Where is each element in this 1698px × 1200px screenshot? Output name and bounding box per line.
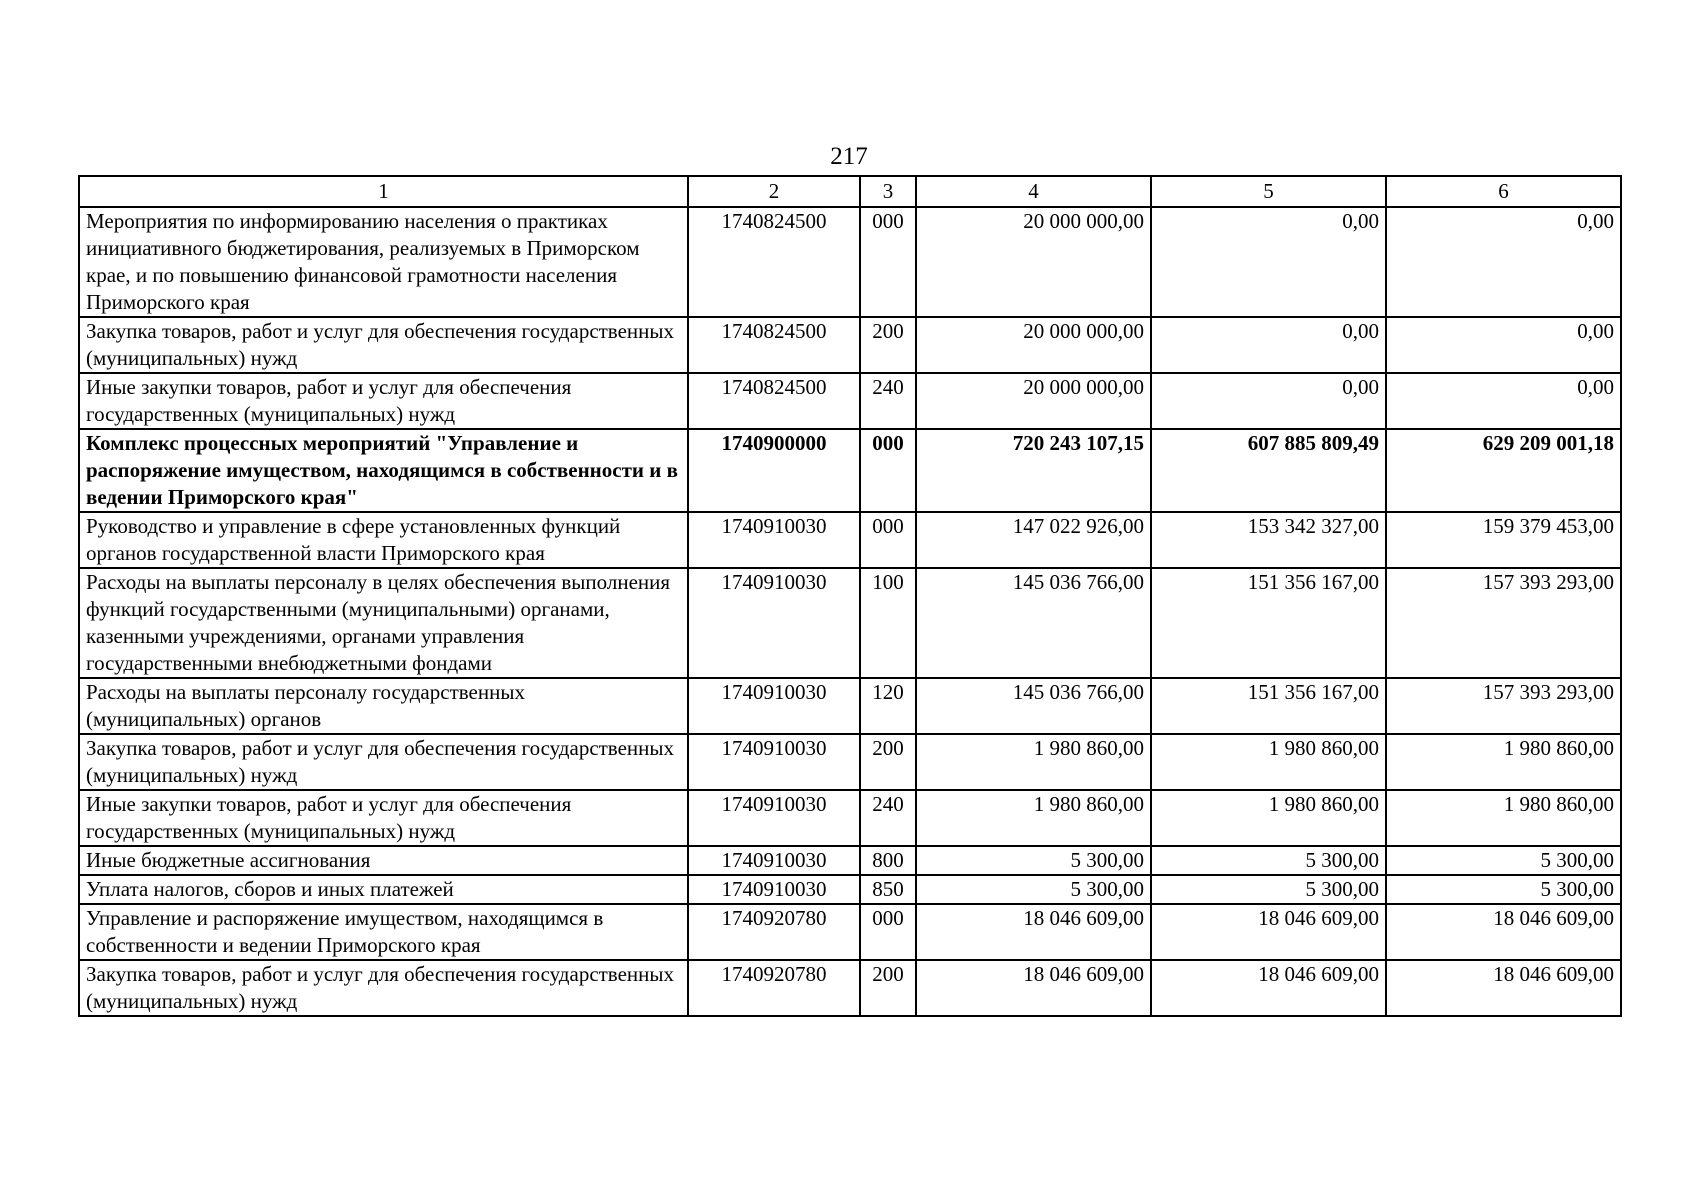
- amount-cell-col4: 18 046 609,00: [916, 904, 1151, 960]
- column-header: 5: [1151, 176, 1386, 207]
- table-row: [79, 429, 1621, 512]
- amount-cell-col4: 145 036 766,00: [916, 568, 1151, 678]
- table-row: [79, 734, 1621, 790]
- target-code-cell: 1740824500: [688, 373, 860, 429]
- table-body: [79, 207, 1621, 1016]
- header-row: [79, 176, 1621, 207]
- amount-cell-col5: 151 356 167,00: [1151, 568, 1386, 678]
- amount-cell-col4: 20 000 000,00: [916, 207, 1151, 317]
- table-row: [79, 790, 1621, 846]
- expense-type-cell: 800: [860, 846, 916, 875]
- expense-type-cell: 000: [860, 207, 916, 317]
- expense-type-cell: 200: [860, 734, 916, 790]
- amount-cell-col6: 0,00: [1386, 207, 1621, 317]
- amount-cell-col5: 153 342 327,00: [1151, 512, 1386, 568]
- page-number: 217: [830, 143, 868, 170]
- amount-cell-col4: 1 980 860,00: [916, 790, 1151, 846]
- expense-type-cell: 100: [860, 568, 916, 678]
- amount-cell-col6: 1 980 860,00: [1386, 734, 1621, 790]
- expense-type-cell: 850: [860, 875, 916, 904]
- expense-type-cell: 000: [860, 512, 916, 568]
- amount-cell-col4: 1 980 860,00: [916, 734, 1151, 790]
- target-code-cell: 1740824500: [688, 207, 860, 317]
- amount-cell-col6: 0,00: [1386, 317, 1621, 373]
- expense-type-cell: 200: [860, 317, 916, 373]
- amount-cell-col4: 18 046 609,00: [916, 960, 1151, 1016]
- amount-cell-col5: 0,00: [1151, 207, 1386, 317]
- amount-cell-col6: 5 300,00: [1386, 875, 1621, 904]
- table-row: [79, 678, 1621, 734]
- table-row: [79, 512, 1621, 568]
- target-code-cell: 1740824500: [688, 317, 860, 373]
- amount-cell-col4: 5 300,00: [916, 875, 1151, 904]
- amount-cell-col6: 0,00: [1386, 373, 1621, 429]
- expense-type-cell: 000: [860, 904, 916, 960]
- row-name-cell: Комплекс процессных мероприятий "Управление и распоряжение имуществом, находящимся в собственности и в ведении Приморского края": [79, 429, 688, 512]
- amount-cell-col6: 629 209 001,18: [1386, 429, 1621, 512]
- target-code-cell: 1740900000: [688, 429, 860, 512]
- target-code-cell: 1740910030: [688, 678, 860, 734]
- amount-cell-col6: 18 046 609,00: [1386, 904, 1621, 960]
- table-row: [79, 846, 1621, 875]
- table-row: [79, 904, 1621, 960]
- row-name-cell: Расходы на выплаты персоналу в целях обеспечения выполнения функций государственными (муниципальными) органами, казенными учреждениями, органами управления государственными внебюджетными фондами: [79, 568, 688, 678]
- column-header: 1: [79, 176, 688, 207]
- amount-cell-col4: 147 022 926,00: [916, 512, 1151, 568]
- amount-cell-col6: 5 300,00: [1386, 846, 1621, 875]
- amount-cell-col5: 18 046 609,00: [1151, 904, 1386, 960]
- amount-cell-col4: 145 036 766,00: [916, 678, 1151, 734]
- amount-cell-col6: 18 046 609,00: [1386, 960, 1621, 1016]
- target-code-cell: 1740910030: [688, 846, 860, 875]
- expense-type-cell: 120: [860, 678, 916, 734]
- amount-cell-col6: 157 393 293,00: [1386, 568, 1621, 678]
- target-code-cell: 1740910030: [688, 568, 860, 678]
- row-name-cell: Иные закупки товаров, работ и услуг для обеспечения государственных (муниципальных) нужд: [79, 373, 688, 429]
- expense-type-cell: 240: [860, 373, 916, 429]
- amount-cell-col5: 1 980 860,00: [1151, 734, 1386, 790]
- amount-cell-col5: 18 046 609,00: [1151, 960, 1386, 1016]
- row-name-cell: Руководство и управление в сфере установленных функций органов государственной власти Приморского края: [79, 512, 688, 568]
- column-header: 6: [1386, 176, 1621, 207]
- expense-type-cell: 240: [860, 790, 916, 846]
- row-name-cell: Уплата налогов, сборов и иных платежей: [79, 875, 688, 904]
- row-name-cell: Управление и распоряжение имуществом, находящимся в собственности и ведении Приморского края: [79, 904, 688, 960]
- column-header: 3: [860, 176, 916, 207]
- amount-cell-col5: 5 300,00: [1151, 846, 1386, 875]
- amount-cell-col4: 5 300,00: [916, 846, 1151, 875]
- budget-table: [78, 175, 1622, 1017]
- amount-cell-col5: 5 300,00: [1151, 875, 1386, 904]
- amount-cell-col5: 607 885 809,49: [1151, 429, 1386, 512]
- amount-cell-col6: 157 393 293,00: [1386, 678, 1621, 734]
- row-name-cell: Иные закупки товаров, работ и услуг для обеспечения государственных (муниципальных) нужд: [79, 790, 688, 846]
- column-header: 2: [688, 176, 860, 207]
- target-code-cell: 1740910030: [688, 512, 860, 568]
- amount-cell-col5: 1 980 860,00: [1151, 790, 1386, 846]
- target-code-cell: 1740920780: [688, 904, 860, 960]
- row-name-cell: Закупка товаров, работ и услуг для обеспечения государственных (муниципальных) нужд: [79, 317, 688, 373]
- row-name-cell: Закупка товаров, работ и услуг для обеспечения государственных (муниципальных) нужд: [79, 960, 688, 1016]
- target-code-cell: 1740910030: [688, 734, 860, 790]
- amount-cell-col5: 0,00: [1151, 373, 1386, 429]
- amount-cell-col4: 20 000 000,00: [916, 317, 1151, 373]
- target-code-cell: 1740910030: [688, 790, 860, 846]
- target-code-cell: 1740920780: [688, 960, 860, 1016]
- table-row: [79, 568, 1621, 678]
- row-name-cell: Закупка товаров, работ и услуг для обеспечения государственных (муниципальных) нужд: [79, 734, 688, 790]
- table-row: [79, 207, 1621, 317]
- table-row: [79, 960, 1621, 1016]
- row-name-cell: Иные бюджетные ассигнования: [79, 846, 688, 875]
- table-row: [79, 875, 1621, 904]
- amount-cell-col4: 20 000 000,00: [916, 373, 1151, 429]
- amount-cell-col6: 1 980 860,00: [1386, 790, 1621, 846]
- amount-cell-col5: 0,00: [1151, 317, 1386, 373]
- column-header: 4: [916, 176, 1151, 207]
- amount-cell-col4: 720 243 107,15: [916, 429, 1151, 512]
- amount-cell-col5: 151 356 167,00: [1151, 678, 1386, 734]
- row-name-cell: Расходы на выплаты персоналу государственных (муниципальных) органов: [79, 678, 688, 734]
- table-row: [79, 317, 1621, 373]
- expense-type-cell: 000: [860, 429, 916, 512]
- row-name-cell: Мероприятия по информированию населения о практиках инициативного бюджетирования, реализуемых в Приморском крае, и по повышению финансовой грамотности населения Приморского края: [79, 207, 688, 317]
- table-row: [79, 373, 1621, 429]
- amount-cell-col6: 159 379 453,00: [1386, 512, 1621, 568]
- target-code-cell: 1740910030: [688, 875, 860, 904]
- expense-type-cell: 200: [860, 960, 916, 1016]
